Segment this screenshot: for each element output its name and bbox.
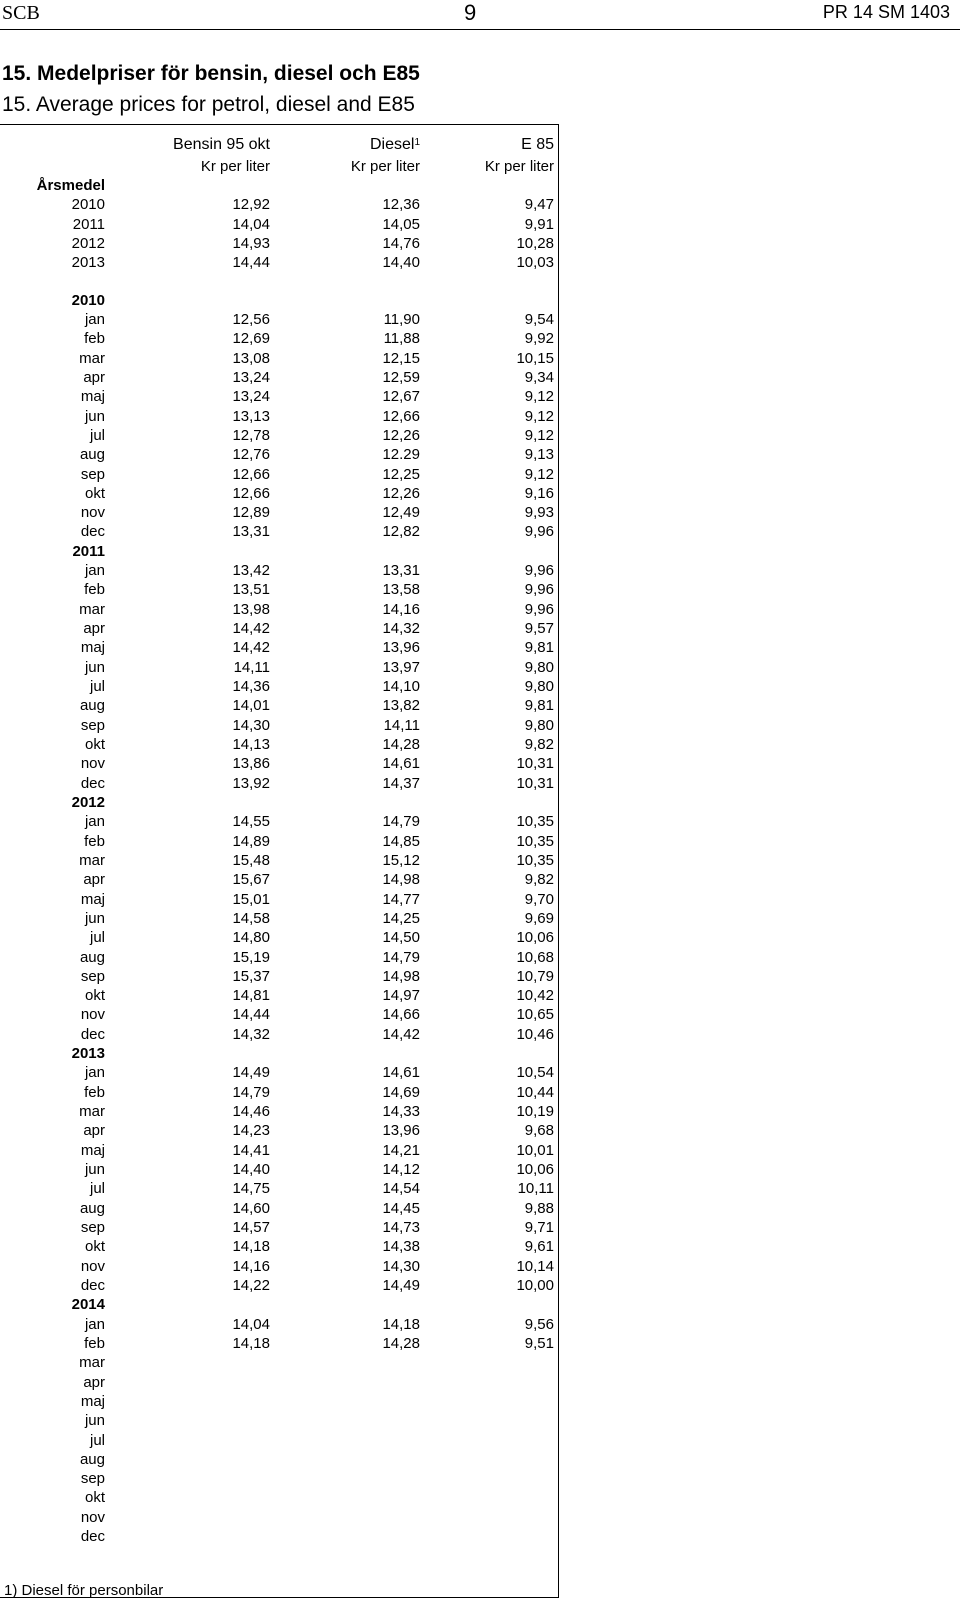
column-unit-e85: Kr per liter <box>484 158 554 175</box>
row-group-label: 2014 <box>71 1296 105 1314</box>
cell-diesel: 14,45 <box>382 1199 420 1217</box>
cell-bensin: 14,13 <box>232 736 270 753</box>
row-label: jan <box>84 562 105 580</box>
row-label: jun <box>84 1412 105 1430</box>
cell-e85: 9,82 <box>524 871 554 889</box>
page-header <box>0 0 960 28</box>
row-label: aug <box>79 948 105 966</box>
cell-e85: 9,34 <box>524 368 554 386</box>
cell-bensin: 14,89 <box>232 832 270 850</box>
cell-diesel: 13,97 <box>382 658 420 676</box>
footnote-marker: 1 <box>414 137 420 148</box>
cell-bensin: 14,58 <box>232 909 270 927</box>
cell-bensin: 13,42 <box>232 562 270 580</box>
cell-e85: 10,19 <box>516 1103 554 1120</box>
row-label: maj <box>80 388 105 406</box>
cell-e85: 9,88 <box>524 1199 554 1217</box>
cell-bensin: 13,86 <box>232 755 270 773</box>
cell-bensin: 14,18 <box>232 1334 270 1352</box>
cell-diesel: 12,59 <box>382 368 420 386</box>
cell-diesel: 14,69 <box>382 1083 420 1101</box>
row-label: 2012 <box>71 235 105 252</box>
row-label: 2011 <box>72 215 105 233</box>
cell-diesel: 14,61 <box>382 755 420 773</box>
cell-diesel: 12,36 <box>382 196 420 214</box>
cell-diesel: 15,12 <box>382 851 420 869</box>
row-label: apr <box>83 620 105 637</box>
cell-e85: 10,06 <box>516 1161 554 1178</box>
cell-bensin: 13,24 <box>232 388 270 406</box>
row-group-label: Årsmedel <box>36 177 105 194</box>
cell-diesel: 13,96 <box>382 1122 420 1140</box>
cell-e85: 10,44 <box>516 1083 554 1101</box>
row-label: dec <box>80 1025 105 1043</box>
cell-e85: 9,80 <box>524 658 554 676</box>
cell-e85: 9,57 <box>524 620 554 637</box>
row-label: aug <box>79 697 105 715</box>
cell-diesel: 14,42 <box>382 1025 420 1043</box>
cell-bensin: 13,92 <box>232 774 270 792</box>
cell-e85: 10,35 <box>516 832 554 850</box>
cell-bensin: 14,04 <box>232 215 270 233</box>
cell-diesel: 14,79 <box>382 813 420 831</box>
cell-bensin: 14,60 <box>232 1199 270 1217</box>
cell-e85: 9,96 <box>524 562 554 580</box>
row-label: dec <box>80 774 105 792</box>
row-label: jun <box>84 1161 105 1178</box>
row-label: jun <box>84 658 105 676</box>
cell-bensin: 12,76 <box>232 446 270 464</box>
cell-diesel: 14,50 <box>382 929 420 947</box>
cell-e85: 9,80 <box>524 678 554 695</box>
cell-diesel: 14,12 <box>382 1161 420 1178</box>
cell-diesel: 14,11 <box>383 716 420 734</box>
row-label: jun <box>84 407 105 425</box>
column-header-e85 <box>521 136 554 154</box>
cell-bensin: 14,22 <box>232 1276 270 1294</box>
cell-bensin: 15,67 <box>232 871 270 889</box>
cell-diesel: 14,16 <box>382 600 420 618</box>
cell-bensin: 12,92 <box>232 196 270 214</box>
cell-e85: 10,31 <box>516 774 554 792</box>
row-label: maj <box>80 1141 105 1159</box>
row-label: mar <box>79 851 105 869</box>
cell-diesel: 14,79 <box>382 948 420 966</box>
row-label: apr <box>83 368 105 386</box>
cell-bensin: 14,80 <box>232 929 270 947</box>
row-label: feb <box>84 1334 105 1352</box>
row-label: jul <box>89 678 105 695</box>
cell-bensin: 12,66 <box>232 465 270 483</box>
cell-diesel: 14,54 <box>382 1180 420 1198</box>
row-group-label: 2011 <box>72 542 105 560</box>
cell-diesel: 14,25 <box>382 909 420 927</box>
cell-bensin: 13,98 <box>232 600 270 618</box>
cell-diesel: 14,10 <box>382 678 420 695</box>
cell-diesel: 14,32 <box>382 620 420 637</box>
cell-bensin: 15,01 <box>232 890 270 908</box>
cell-e85: 10,65 <box>516 1006 554 1024</box>
row-label: mar <box>79 1103 105 1120</box>
cell-bensin: 14,01 <box>232 697 270 715</box>
column-header-label: E 85 <box>521 136 554 153</box>
cell-e85: 9,71 <box>524 1219 554 1236</box>
row-label: feb <box>84 1083 105 1101</box>
cell-e85: 10,00 <box>516 1276 554 1294</box>
cell-bensin: 15,37 <box>232 967 270 985</box>
column-header-label: Bensin 95 okt <box>173 136 270 153</box>
cell-bensin: 14,55 <box>232 813 270 831</box>
cell-diesel: 11,88 <box>383 330 420 348</box>
cell-diesel: 14,49 <box>382 1276 420 1294</box>
row-label: mar <box>79 349 105 367</box>
cell-diesel: 14,18 <box>382 1315 420 1333</box>
cell-diesel: 12,26 <box>382 426 420 444</box>
cell-bensin: 12,78 <box>232 426 270 444</box>
cell-e85: 9,81 <box>524 639 554 657</box>
cell-diesel: 12,82 <box>382 523 420 541</box>
cell-bensin: 14,23 <box>232 1122 270 1140</box>
row-label: nov <box>80 1508 105 1526</box>
row-label: 2013 <box>71 254 105 272</box>
cell-e85: 10,42 <box>516 987 554 1005</box>
row-label: dec <box>80 1528 105 1546</box>
row-label: okt <box>84 1238 105 1256</box>
cell-diesel: 12,49 <box>382 504 420 522</box>
cell-e85: 10,68 <box>516 948 554 966</box>
cell-diesel: 14,37 <box>382 774 420 792</box>
row-label: dec <box>80 523 105 541</box>
row-label: okt <box>84 1489 105 1507</box>
cell-e85: 9,91 <box>524 215 554 233</box>
row-label: jul <box>89 426 105 444</box>
row-label: sep <box>80 1470 105 1488</box>
cell-bensin: 13,08 <box>232 349 270 367</box>
row-label: aug <box>79 446 105 464</box>
row-label: jul <box>89 929 105 947</box>
row-label: aug <box>79 1450 105 1468</box>
row-label: jul <box>89 1180 105 1198</box>
row-label: feb <box>84 581 105 599</box>
column-header-bensin <box>173 136 270 154</box>
row-label: maj <box>80 1392 105 1410</box>
row-label: nov <box>80 504 105 522</box>
row-label: dec <box>80 1276 105 1294</box>
cell-bensin: 14,41 <box>232 1141 270 1159</box>
cell-e85: 10,15 <box>516 349 554 367</box>
row-label: jan <box>84 813 105 831</box>
cell-bensin: 13,31 <box>232 523 270 541</box>
cell-diesel: 14,05 <box>382 215 420 233</box>
cell-diesel: 14,85 <box>382 832 420 850</box>
row-label: maj <box>80 890 105 908</box>
cell-diesel: 14,30 <box>382 1257 420 1275</box>
cell-e85: 9,16 <box>524 484 554 502</box>
row-label: okt <box>84 987 105 1005</box>
cell-e85: 10,14 <box>516 1257 554 1275</box>
cell-diesel: 14,98 <box>382 871 420 889</box>
cell-e85: 9,12 <box>524 407 554 425</box>
cell-e85: 10,06 <box>516 929 554 947</box>
cell-e85: 9,96 <box>524 581 554 599</box>
cell-diesel: 14,61 <box>382 1064 420 1082</box>
cell-e85: 9,56 <box>524 1315 554 1333</box>
cell-bensin: 14,36 <box>232 678 270 695</box>
cell-e85: 10,46 <box>516 1025 554 1043</box>
row-label: jan <box>84 1064 105 1082</box>
row-label: sep <box>80 465 105 483</box>
cell-diesel: 14,21 <box>382 1141 420 1159</box>
cell-diesel: 11,90 <box>383 310 420 328</box>
row-group-label: 2013 <box>71 1045 105 1063</box>
row-group-label: 2010 <box>71 291 105 309</box>
cell-bensin: 12,89 <box>232 504 270 522</box>
cell-diesel: 14,98 <box>382 967 420 985</box>
header-report-id: PR 14 SM 1403 <box>822 2 950 22</box>
cell-e85: 9,82 <box>524 736 554 753</box>
cell-diesel: 14,97 <box>382 987 420 1005</box>
row-label: mar <box>79 600 105 618</box>
cell-e85: 9,70 <box>524 890 554 908</box>
header-page-number: 9 <box>464 0 477 25</box>
cell-bensin: 14,44 <box>232 254 270 272</box>
cell-diesel: 12,25 <box>382 465 420 483</box>
cell-e85: 9,81 <box>524 697 554 715</box>
row-label: sep <box>80 716 105 734</box>
cell-bensin: 15,48 <box>232 851 270 869</box>
cell-diesel: 14,40 <box>382 254 420 272</box>
row-label: 2010 <box>71 196 105 214</box>
row-label: nov <box>80 1257 105 1275</box>
cell-e85: 10,35 <box>516 851 554 869</box>
row-label: maj <box>80 639 105 657</box>
cell-e85: 9,12 <box>524 388 554 406</box>
cell-e85: 10,28 <box>516 235 554 252</box>
row-label: nov <box>80 1006 105 1024</box>
footnote: 1) Diesel för personbilar <box>4 1582 164 1599</box>
row-label: sep <box>80 967 105 985</box>
cell-bensin: 13,51 <box>232 581 270 599</box>
row-label: okt <box>84 484 105 502</box>
cell-e85: 10,11 <box>517 1180 554 1198</box>
header-agency: SCB <box>2 2 40 24</box>
cell-diesel: 14,73 <box>382 1219 420 1236</box>
column-header-diesel <box>370 136 420 154</box>
cell-bensin: 14,42 <box>232 620 270 637</box>
cell-diesel: 14,66 <box>382 1006 420 1024</box>
row-label: apr <box>83 1122 105 1140</box>
cell-bensin: 12,69 <box>232 330 270 348</box>
cell-bensin: 12,66 <box>232 484 270 502</box>
column-header-label: Diesel <box>369 136 415 153</box>
cell-diesel: 13,96 <box>382 639 420 657</box>
row-label: apr <box>83 1373 105 1391</box>
column-unit-diesel: Kr per liter <box>350 158 420 175</box>
cell-bensin: 14,81 <box>232 987 270 1005</box>
cell-diesel: 14,77 <box>382 890 420 908</box>
cell-e85: 9,69 <box>524 909 554 927</box>
row-label: jun <box>84 909 105 927</box>
cell-e85: 9,51 <box>524 1334 554 1352</box>
row-label: mar <box>79 1354 105 1372</box>
row-label: feb <box>84 330 105 348</box>
row-label: aug <box>79 1199 105 1217</box>
cell-e85: 10,35 <box>516 813 554 831</box>
row-group-label: 2012 <box>71 793 105 811</box>
cell-diesel: 13,31 <box>382 562 420 580</box>
cell-diesel: 12,66 <box>382 407 420 425</box>
cell-e85: 9,96 <box>524 523 554 541</box>
cell-bensin: 14,57 <box>232 1219 270 1236</box>
cell-bensin: 14,42 <box>232 639 270 657</box>
cell-diesel: 13,58 <box>382 581 420 599</box>
row-label: apr <box>83 871 105 889</box>
row-label: okt <box>84 736 105 753</box>
cell-bensin: 12,56 <box>232 310 270 328</box>
cell-diesel: 14,33 <box>382 1103 420 1120</box>
cell-e85: 9,96 <box>524 600 554 618</box>
table-title-swedish: 15. Medelpriser för bensin, diesel och E85 <box>2 62 420 85</box>
cell-e85: 9,12 <box>524 426 554 444</box>
cell-bensin: 15,19 <box>232 948 270 966</box>
cell-bensin: 14,16 <box>232 1257 270 1275</box>
cell-bensin: 14,32 <box>232 1025 270 1043</box>
cell-e85: 9,13 <box>524 446 554 464</box>
cell-e85: 9,92 <box>524 330 554 348</box>
cell-e85: 10,01 <box>516 1141 554 1159</box>
row-label: nov <box>80 755 105 773</box>
cell-bensin: 14,75 <box>232 1180 270 1198</box>
cell-e85: 9,61 <box>524 1238 554 1256</box>
cell-diesel: 14,76 <box>382 235 420 252</box>
row-label: jan <box>84 1315 105 1333</box>
cell-diesel: 14,38 <box>382 1238 420 1256</box>
header-rule <box>0 29 960 30</box>
cell-diesel: 12,67 <box>382 388 420 406</box>
cell-bensin: 14,04 <box>232 1315 270 1333</box>
table-title-english: 15. Average prices for petrol, diesel and E85 <box>2 93 415 116</box>
cell-bensin: 14,11 <box>233 658 270 676</box>
cell-diesel: 14,28 <box>382 736 420 753</box>
cell-diesel: 12,26 <box>382 484 420 502</box>
cell-bensin: 14,44 <box>232 1006 270 1024</box>
cell-bensin: 14,40 <box>232 1161 270 1178</box>
row-label: jul <box>89 1431 105 1449</box>
column-unit-bensin: Kr per liter <box>200 158 270 175</box>
cell-bensin: 14,46 <box>232 1103 270 1120</box>
row-label: jan <box>84 310 105 328</box>
cell-bensin: 13,13 <box>232 407 270 425</box>
cell-bensin: 14,49 <box>232 1064 270 1082</box>
cell-diesel: 12,15 <box>382 349 420 367</box>
cell-diesel: 14,28 <box>382 1334 420 1352</box>
cell-bensin: 14,93 <box>232 235 270 252</box>
cell-e85: 10,31 <box>516 755 554 773</box>
cell-e85: 10,79 <box>516 967 554 985</box>
cell-e85: 9,47 <box>524 196 554 214</box>
cell-e85: 10,54 <box>516 1064 554 1082</box>
row-label: feb <box>84 832 105 850</box>
cell-e85: 9,93 <box>524 504 554 522</box>
cell-bensin: 14,30 <box>232 716 270 734</box>
cell-diesel: 13,82 <box>382 697 420 715</box>
cell-e85: 9,68 <box>524 1122 554 1140</box>
cell-bensin: 13,24 <box>232 368 270 386</box>
row-label: sep <box>80 1219 105 1236</box>
cell-bensin: 14,79 <box>232 1083 270 1101</box>
cell-e85: 9,80 <box>524 716 554 734</box>
cell-e85: 9,12 <box>524 465 554 483</box>
cell-bensin: 14,18 <box>232 1238 270 1256</box>
cell-e85: 10,03 <box>516 254 554 272</box>
cell-diesel: 12.29 <box>382 446 420 464</box>
cell-e85: 9,54 <box>524 310 554 328</box>
